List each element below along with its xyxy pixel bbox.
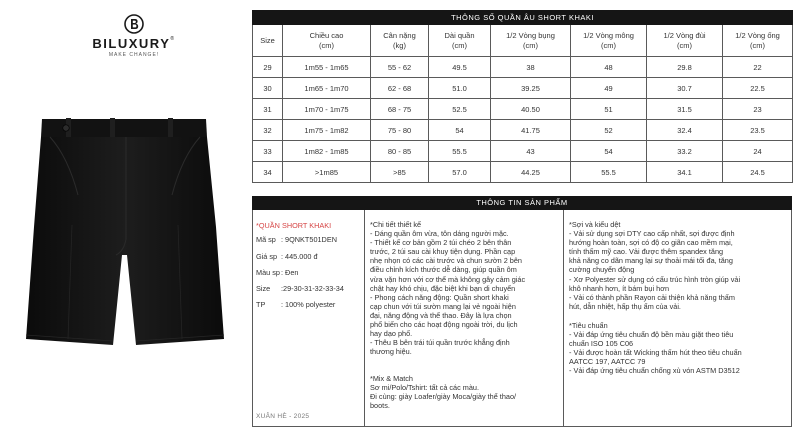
brand-name: BILUXURY® xyxy=(92,36,176,51)
table-cell: 30 xyxy=(253,78,283,99)
text-line: - Thiết kế cơ bản gồm 2 túi chéo 2 bên thân xyxy=(370,238,512,248)
table-row xyxy=(253,78,793,99)
spec-value: : 100% polyester xyxy=(281,300,336,309)
header-cell: 1/2 Vòng bụng (cm) xyxy=(491,25,571,57)
table-cell: 30.7 xyxy=(647,78,723,99)
mix-match-heading: *Mix & Match xyxy=(370,374,413,383)
product-name: *QUẦN SHORT KHAKI xyxy=(256,221,332,230)
table-row xyxy=(253,99,793,120)
table-cell: 1m75 - 1m82 xyxy=(283,120,371,141)
table-cell: 24 xyxy=(723,141,793,162)
text-line: khô nhanh hơn, ít bám bụi hơn xyxy=(569,283,670,293)
table-cell: 32.4 xyxy=(647,120,723,141)
product-info-panel xyxy=(252,210,792,427)
text-line: hút, dẫn nhiệt, hấp thụ ẩm của vải. xyxy=(569,301,681,311)
standards-section xyxy=(569,321,788,376)
text-line: tính thấm mỹ cao. Vải được thêm spandex tăng xyxy=(569,247,724,257)
table-cell: 34.1 xyxy=(647,162,723,183)
fabric-heading: *Sợi và kiểu dệt xyxy=(569,220,621,229)
text-line: AATCC 197, AATCC 79 xyxy=(569,357,646,367)
spec-size xyxy=(256,284,344,293)
season-label: XUÂN HÈ - 2025 xyxy=(256,413,310,420)
header-cell: Cân nặng (kg) xyxy=(371,25,429,57)
spec-value: :29-30-31-32-33-34 xyxy=(281,284,344,293)
text-line: thương hiệu. xyxy=(370,347,412,357)
text-line: - Vải có thành phần Rayon cải thiện khả năng thấm xyxy=(569,292,735,302)
table-row xyxy=(253,141,793,162)
spec-value: : 9QNKT501DEN xyxy=(281,235,337,244)
text-line: vừa vặn hơn với cơ thể mà không gây cảm giác xyxy=(370,274,526,284)
table-cell: 43 xyxy=(491,141,571,162)
table-cell: 1m55 - 1m65 xyxy=(283,57,371,78)
fabric-section xyxy=(569,220,788,311)
text-line: - Vải được hoàn tất Wicking thấm hút theo tiêu chuẩn xyxy=(569,348,742,358)
table-row xyxy=(253,57,793,78)
size-chart-header-row xyxy=(253,25,793,57)
text-line: Đi cùng: giày Loafer/giày Moca/giày thể thao/ xyxy=(370,392,517,402)
text-line: Sơ mi/Polo/Tshirt: tất cả các màu. xyxy=(370,383,480,393)
size-chart-table xyxy=(252,10,793,183)
spec-price xyxy=(256,252,318,261)
size-chart-title: THÔNG SỐ QUẦN ÂU SHORT KHAKI xyxy=(253,11,793,25)
spec-key: TP xyxy=(256,300,266,309)
table-cell: 80 - 85 xyxy=(371,141,429,162)
spec-material xyxy=(256,300,335,309)
table-cell: 55.5 xyxy=(429,141,491,162)
text-line: cường chuyển động xyxy=(569,265,635,275)
table-row xyxy=(253,162,793,183)
table-cell: 32 xyxy=(253,120,283,141)
text-line: - Xơ Polyester sử dụng có cấu trúc hình tròn giúp vải xyxy=(569,274,741,284)
table-cell: 39.25 xyxy=(491,78,571,99)
text-line: phổ biến cho các hoạt động ngoài trời, du lịch xyxy=(370,320,518,330)
header-cell: 1/2 Vòng ống (cm) xyxy=(723,25,793,57)
brand-tagline: MAKE CHANGE! xyxy=(108,52,160,58)
mix-match-section xyxy=(370,374,559,410)
logo-b-icon xyxy=(124,14,144,34)
table-cell: 51 xyxy=(571,99,647,120)
text-line: - Dáng quần ôm vừa, tôn dáng người mặc. xyxy=(370,229,509,239)
header-cell: Chiều cao (cm) xyxy=(283,25,371,57)
spec-key: Size xyxy=(256,284,271,293)
product-info-title: THÔNG TIN SẢN PHẨM xyxy=(252,196,792,210)
table-cell: 62 - 68 xyxy=(371,78,429,99)
text-line: chuẩn ISO 105 C06 xyxy=(569,339,634,349)
header-cell: 1/2 Vòng đùi (cm) xyxy=(647,25,723,57)
table-cell: 52.5 xyxy=(429,99,491,120)
table-cell: 41.75 xyxy=(491,120,571,141)
text-line: hướng hoàn toàn, sợi có độ co giãn cao mềm mại, xyxy=(569,238,733,248)
table-cell: 49.5 xyxy=(429,57,491,78)
table-cell: 34 xyxy=(253,162,283,183)
table-cell: 48 xyxy=(571,57,647,78)
text-line: - Vải đáp ứng tiêu chuẩn độ bền màu giặt theo tiêu xyxy=(569,330,734,340)
product-specs-column xyxy=(253,210,364,426)
table-cell: 33.2 xyxy=(647,141,723,162)
text-line: boots. xyxy=(370,401,390,411)
table-cell: >1m85 xyxy=(283,162,371,183)
header-cell: Dài quần (cm) xyxy=(429,25,491,57)
spec-value: : 445.000 đ xyxy=(281,252,318,261)
table-cell: 31 xyxy=(253,99,283,120)
text-line: - Vải sử dụng sợi DTY cao cấp nhất, sợi được định xyxy=(569,229,735,239)
text-line: trước, 2 túi sau cài khuy tiện dụng. Phần cạp xyxy=(370,247,516,257)
table-cell: 44.25 xyxy=(491,162,571,183)
standards-heading: *Tiêu chuẩn xyxy=(569,321,608,330)
text-line: đại, năng động và thể thao. Đây là lựa chọn xyxy=(370,310,512,320)
table-cell: 29 xyxy=(253,57,283,78)
table-cell: 51.0 xyxy=(429,78,491,99)
table-cell: 29.8 xyxy=(647,57,723,78)
spec-value: : Đen xyxy=(281,268,299,277)
spec-color xyxy=(256,268,298,277)
text-line: chật hay khó chịu, đặc biệt khi bạn di chuyển xyxy=(370,283,516,293)
table-row xyxy=(253,120,793,141)
text-line: hay dạo phố. xyxy=(370,329,413,339)
spec-key: Giá sp xyxy=(256,252,278,261)
design-column xyxy=(364,210,563,426)
table-cell: 1m82 - 1m85 xyxy=(283,141,371,162)
spec-key: Màu sp xyxy=(256,268,280,277)
design-details-heading: *Chi tiết thiết kế xyxy=(370,220,422,229)
text-line: - Thêu B bên trái túi quần trước khẳng định xyxy=(370,338,510,348)
fabric-column xyxy=(563,210,792,426)
table-cell: 57.0 xyxy=(429,162,491,183)
spec-key: Mã sp xyxy=(256,235,276,244)
table-cell: 38 xyxy=(491,57,571,78)
text-line: - Vải đáp ứng tiêu chuẩn chống xù vón ASTM D3512 xyxy=(569,366,740,376)
table-cell: 55 - 62 xyxy=(371,57,429,78)
table-cell: 55.5 xyxy=(571,162,647,183)
spec-sku xyxy=(256,235,337,244)
table-cell: 54 xyxy=(571,141,647,162)
table-cell: 23.5 xyxy=(723,120,793,141)
table-cell: 75 - 80 xyxy=(371,120,429,141)
product-shorts-photo xyxy=(10,115,242,351)
table-cell: 54 xyxy=(429,120,491,141)
text-line: - Phong cách năng động: Quần short khaki xyxy=(370,292,509,302)
header-cell: 1/2 Vòng mông (cm) xyxy=(571,25,647,57)
table-cell: 33 xyxy=(253,141,283,162)
table-cell: 22 xyxy=(723,57,793,78)
table-cell: >85 xyxy=(371,162,429,183)
header-cell: Size xyxy=(253,25,283,57)
table-cell: 52 xyxy=(571,120,647,141)
design-details-section xyxy=(370,220,559,356)
table-cell: 68 - 75 xyxy=(371,99,429,120)
table-cell: 31.5 xyxy=(647,99,723,120)
table-cell: 1m70 - 1m75 xyxy=(283,99,371,120)
brand-logo xyxy=(74,14,194,64)
table-cell: 22.5 xyxy=(723,78,793,99)
text-line: điều chỉnh kích thước dễ dàng, giúp quần ôm xyxy=(370,265,517,275)
text-line: nhẹ nhọn có các cài trước và chun sườn 2 bên xyxy=(370,256,522,266)
table-cell: 1m65 - 1m70 xyxy=(283,78,371,99)
table-cell: 40.50 xyxy=(491,99,571,120)
table-cell: 49 xyxy=(571,78,647,99)
table-cell: 23 xyxy=(723,99,793,120)
text-line: khả năng co dãn mang lại sự thoải mái tối đa, tăng xyxy=(569,256,733,266)
text-line: cạp chun với túi sườn mang lại vẻ ngoài hiện xyxy=(370,301,516,311)
table-cell: 24.5 xyxy=(723,162,793,183)
